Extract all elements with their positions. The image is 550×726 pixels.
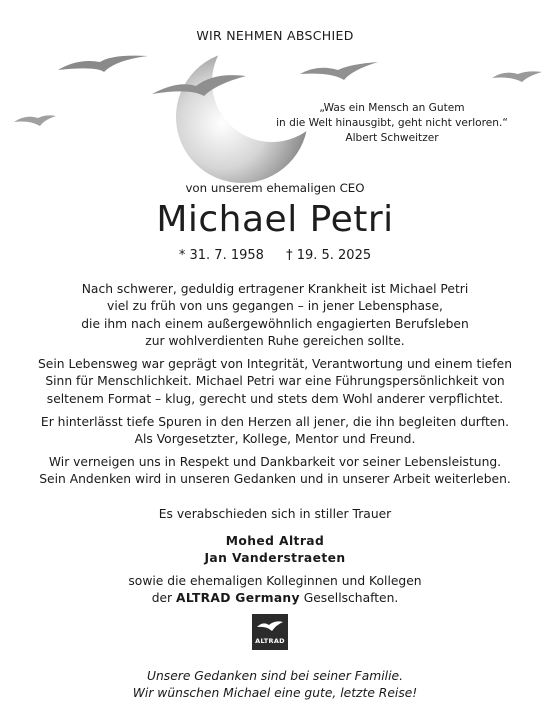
- paragraph: [0, 414, 550, 449]
- deceased-name: Michael Petri: [156, 199, 394, 240]
- paragraph: [0, 281, 550, 351]
- logo-text: ALTRAD: [255, 637, 285, 645]
- paragraph-line: Als Vorgesetzter, Kollege, Mentor und Freund.: [134, 432, 416, 447]
- closing-line: Wir wünschen Michael eine gute, letzte Reise!: [132, 686, 418, 701]
- paragraph-line: Nach schwerer, geduldig ertragener Krankheit ist Michael Petri: [81, 282, 469, 296]
- paragraph-line: Er hinterlässt tiefe Spuren in den Herzen all jener, die ihn begleiten durften.: [40, 415, 510, 429]
- quote: [262, 101, 522, 146]
- header-title: WIR NEHMEN ABSCHIED: [196, 28, 354, 43]
- closing-line: Unsere Gedanken sind bei seiner Familie.: [147, 669, 403, 683]
- altrad-logo: [252, 614, 288, 650]
- paragraph-line: Sein Lebensweg war geprägt von Integrität, Verantwortung und einem tiefen: [37, 357, 513, 371]
- colleagues-line: sowie die ehemaligen Kolleginnen und Kollegen: [128, 574, 422, 588]
- death-date: † 19. 5. 2025: [286, 248, 372, 263]
- company-prefix: der: [151, 591, 177, 606]
- bird-icon: [492, 71, 542, 82]
- quote-line: „Was ein Mensch an Gutem: [319, 102, 465, 114]
- paragraph-line: Sein Andenken wird in unseren Gedanken und in unserer Arbeit weiterleben.: [39, 472, 511, 487]
- quote-line: in die Welt hinausgibt, geht nicht verloren.“: [276, 117, 508, 129]
- signer-name: Mohed Altrad: [225, 534, 325, 548]
- colleagues-note: [0, 573, 550, 608]
- life-dates: [0, 248, 550, 263]
- paragraph-line: Sinn für Menschlichkeit. Michael Petri war eine Führungspersönlichkeit von: [45, 374, 505, 389]
- company-line: [0, 590, 550, 607]
- bird-icon: [58, 56, 148, 72]
- paragraph-line: viel zu früh von uns gegangen – in jener Lebensphase,: [107, 299, 443, 314]
- paragraph: [0, 356, 550, 408]
- signers: [0, 533, 550, 568]
- farewell-intro: Es verabschieden sich in stiller Trauer: [158, 507, 392, 521]
- paragraph-line: Wir verneigen uns in Respekt und Dankbarkeit vor seiner Lebensleistung.: [48, 455, 502, 469]
- company-suffix: Gesellschaften.: [299, 591, 399, 606]
- bird-icon: [14, 115, 56, 126]
- closing-note: [0, 668, 550, 703]
- paragraph: [0, 454, 550, 489]
- paragraph-line: die ihm nach einem außergewöhnlich engagierten Berufsleben: [81, 316, 469, 331]
- paragraph-line: seltenem Format – klug, gerecht und stets dem Wohl anderer verpflichtet.: [46, 391, 504, 406]
- signer-name: Jan Vanderstraeten: [204, 551, 346, 566]
- quote-author: Albert Schweitzer: [345, 132, 439, 144]
- deceased-intro: von unserem ehemaligen CEO: [185, 181, 365, 195]
- birth-date: * 31. 7. 1958: [178, 248, 264, 263]
- bird-icon: [300, 62, 378, 80]
- paragraph-line: zur wohlverdienten Ruhe gereichen sollte.: [145, 334, 405, 349]
- company-name: ALTRAD Germany: [176, 591, 300, 606]
